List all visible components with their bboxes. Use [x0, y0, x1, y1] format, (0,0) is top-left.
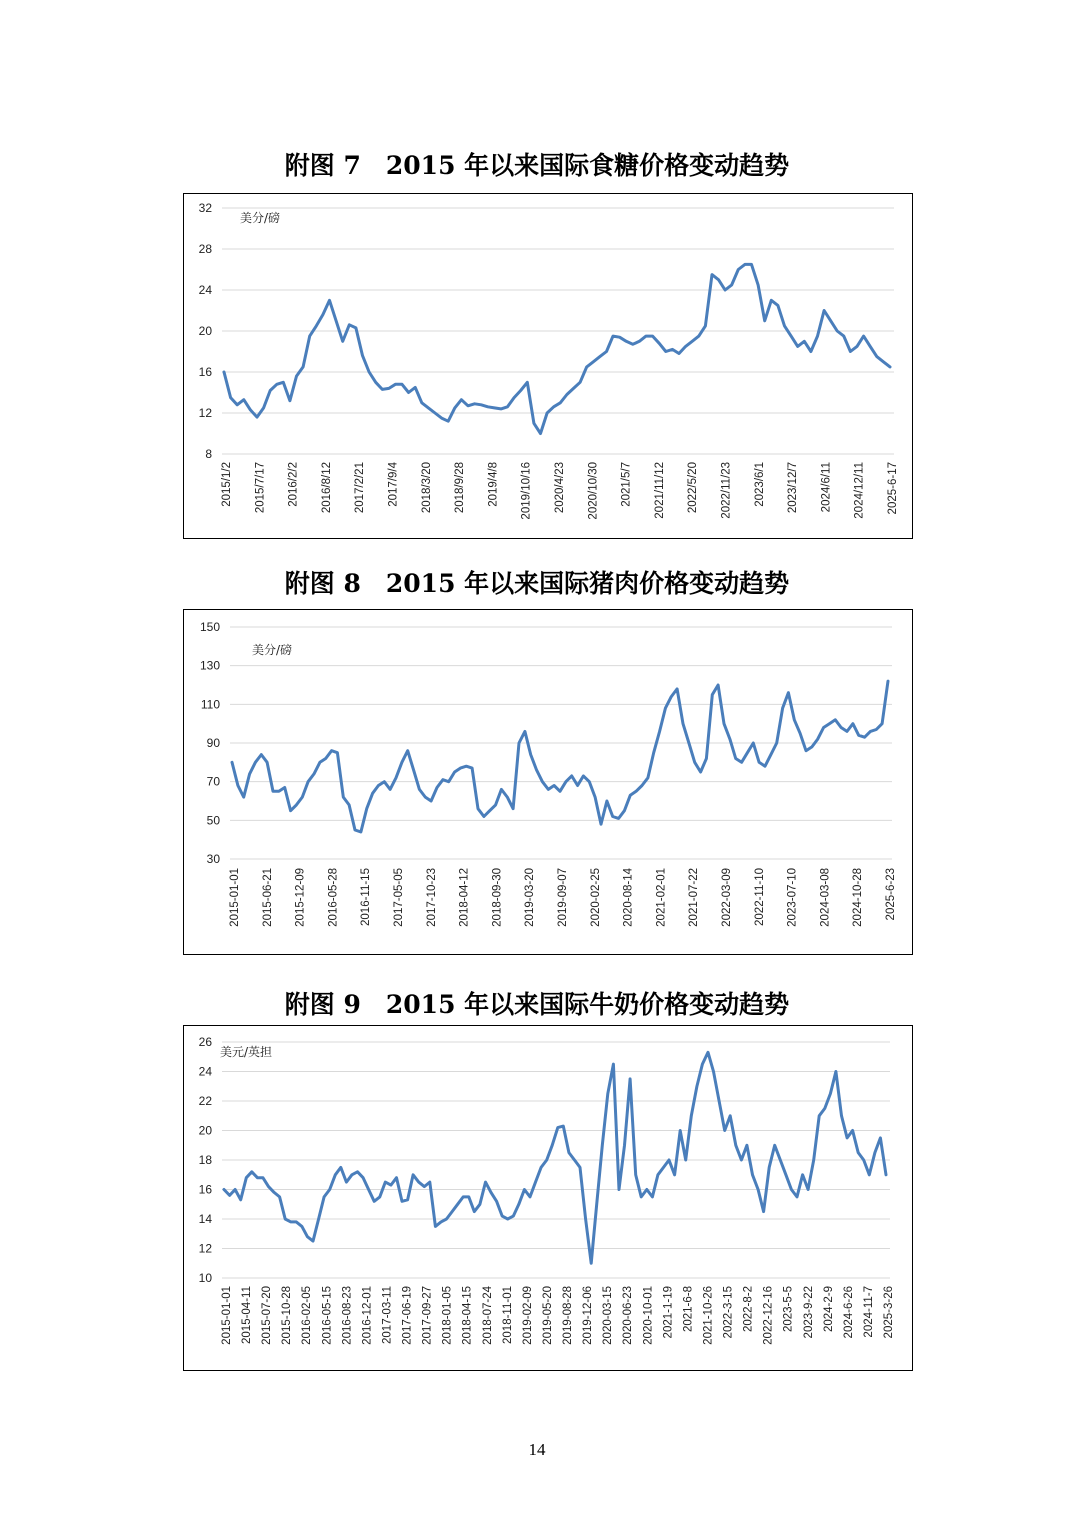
x-tick-label: 2020-02-25: [589, 868, 602, 927]
y-unit-label: 美分/磅: [240, 211, 281, 225]
x-tick-label: 2022-3-15: [722, 1286, 735, 1339]
x-tick-label: 2018-11-01: [501, 1286, 514, 1344]
x-tick-label: 2022-8-2: [742, 1286, 755, 1333]
x-tick-label: 2018-04-12: [458, 868, 471, 927]
x-tick-label: 2018-01-05: [441, 1286, 454, 1345]
x-tick-label: 2023/12/7: [787, 462, 800, 514]
x-tick-label: 2023-9-22: [802, 1286, 815, 1339]
x-tick-label: 2022-12-16: [762, 1286, 775, 1345]
x-tick-label: 2022-03-09: [721, 868, 733, 927]
x-tick-label: 2016-05-15: [321, 1286, 334, 1345]
x-tick-label: 2022/11/23: [720, 462, 733, 519]
x-tick-label: 2019-09-07: [557, 868, 569, 927]
figure-7-title: 附图 7 2015 年以来国际食糖价格变动趋势: [284, 151, 790, 180]
x-tick-label: 2016-12-01: [361, 1286, 374, 1345]
x-tick-label: 2021/5/7: [620, 462, 633, 507]
x-tick-label: 2021-02-01: [655, 868, 668, 927]
x-tick-label: 2021-10-26: [702, 1286, 715, 1345]
x-tick-label: 2020/4/23: [554, 462, 566, 514]
milk-price-chart: [183, 1025, 913, 1371]
pork-price-chart-svg: [184, 610, 912, 954]
milk-price-chart-svg: [184, 1026, 912, 1370]
x-tick-label: 2023/6/1: [753, 462, 766, 507]
y-tick-label: 24: [198, 283, 212, 297]
x-tick-label: 2017-05-05: [393, 868, 405, 927]
price-series-line: [232, 681, 888, 832]
x-tick-label: 2019-12-06: [582, 1286, 595, 1345]
y-tick-label: 110: [200, 697, 220, 712]
x-tick-label: 2019/4/8: [487, 462, 500, 507]
y-unit-label: 美元/英担: [220, 1045, 273, 1059]
x-tick-label: 2024/12/11: [853, 462, 866, 519]
x-tick-label: 2016/2/2: [287, 462, 300, 507]
x-tick-label: 2017-09-27: [421, 1286, 434, 1345]
y-tick-label: 8: [205, 447, 212, 461]
y-tick-label: 10: [198, 1271, 212, 1285]
x-tick-label: 2024-2-9: [822, 1286, 835, 1333]
x-tick-label: 2019-05-20: [541, 1286, 554, 1345]
x-tick-label: 2017-10-23: [425, 868, 438, 927]
y-tick-label: 50: [206, 813, 220, 828]
y-tick-label: 24: [198, 1064, 212, 1079]
x-tick-label: 2020-08-14: [622, 868, 635, 927]
y-tick-label: 130: [199, 658, 220, 673]
x-tick-label: 2022-11-10: [753, 868, 766, 926]
x-tick-label: 2015-12-09: [294, 868, 307, 927]
x-tick-label: 2015-01-01: [221, 1286, 233, 1345]
sugar-price-chart: [183, 193, 913, 539]
figure-9-title: 附图 9 2015 年以来国际牛奶价格变动趋势: [284, 990, 790, 1019]
x-tick-label: 2020-06-23: [622, 1286, 635, 1345]
y-tick-label: 32: [198, 201, 212, 215]
x-tick-label: 2019-02-09: [521, 1286, 534, 1345]
y-tick-label: 12: [198, 1241, 212, 1256]
x-tick-label: 2016-05-28: [327, 868, 340, 927]
x-tick-label: 2024-11-7: [862, 1286, 875, 1338]
x-tick-label: 2020-10-01: [642, 1286, 655, 1345]
y-tick-label: 90: [206, 736, 220, 750]
x-tick-label: 2017/9/4: [387, 462, 400, 507]
x-tick-label: 2015-01-01: [229, 868, 241, 927]
x-tick-label: 2016-08-23: [341, 1286, 354, 1345]
y-tick-label: 12: [198, 406, 212, 420]
x-tick-label: 2025-6-23: [885, 868, 897, 921]
y-tick-label: 16: [198, 1182, 212, 1197]
x-tick-label: 2016-02-05: [301, 1286, 314, 1345]
x-tick-label: 2015-10-28: [281, 1286, 294, 1345]
y-tick-label: 20: [198, 1123, 212, 1138]
page-number: 14: [528, 1440, 546, 1459]
y-tick-label: 30: [206, 852, 220, 866]
x-tick-label: 2023-5-5: [782, 1286, 795, 1333]
x-tick-label: 2018-07-24: [481, 1286, 494, 1345]
x-tick-label: 2015/1/2: [221, 462, 233, 507]
x-tick-label: 2016-11-15: [360, 868, 373, 926]
x-tick-label: 2023-07-10: [786, 868, 799, 927]
y-tick-label: 20: [198, 324, 212, 338]
x-tick-label: 2021-1-19: [662, 1286, 675, 1339]
x-tick-label: 2019/10/16: [520, 462, 533, 520]
x-tick-label: 2015-04-11: [241, 1286, 254, 1344]
y-tick-label: 22: [198, 1094, 212, 1108]
x-tick-label: 2019-03-20: [524, 868, 537, 927]
x-tick-label: 2021-07-22: [688, 868, 701, 927]
y-unit-label: 美分/磅: [252, 643, 293, 657]
x-tick-label: 2018-04-15: [461, 1286, 474, 1345]
x-tick-label: 2022/5/20: [687, 462, 700, 514]
x-tick-label: 2021/11/12: [653, 462, 666, 519]
x-tick-label: 2016/8/12: [320, 462, 333, 514]
x-tick-label: 2017-06-19: [401, 1286, 414, 1345]
x-tick-label: 2024-10-28: [852, 868, 865, 927]
x-tick-label: 2020-03-15: [602, 1286, 615, 1345]
y-tick-label: 70: [206, 774, 220, 789]
x-tick-label: 2017/2/21: [354, 462, 367, 514]
x-tick-label: 2018/9/28: [454, 462, 467, 514]
x-tick-label: 2017-03-11: [381, 1286, 394, 1344]
x-tick-label: 2024-6-26: [842, 1286, 855, 1339]
y-tick-label: 18: [198, 1153, 212, 1167]
x-tick-label: 2021-6-8: [682, 1286, 695, 1333]
y-tick-label: 16: [198, 365, 212, 379]
y-tick-label: 150: [199, 620, 220, 634]
x-tick-label: 2025-6-17: [887, 462, 899, 515]
price-series-line: [224, 1052, 886, 1263]
x-tick-label: 2020/10/30: [587, 462, 600, 520]
x-tick-label: 2015-06-21: [261, 868, 274, 927]
x-tick-label: 2019-08-28: [562, 1286, 575, 1345]
x-tick-label: 2025-3-26: [883, 1286, 895, 1339]
x-tick-label: 2018-09-30: [491, 868, 504, 927]
sugar-price-chart-svg: [184, 194, 912, 538]
y-tick-label: 28: [198, 242, 212, 256]
x-tick-label: 2018/3/20: [420, 462, 433, 514]
y-tick-label: 26: [198, 1035, 212, 1049]
figure-8-title: 附图 8 2015 年以来国际猪肉价格变动趋势: [284, 569, 790, 598]
x-tick-label: 2015/7/17: [254, 462, 267, 514]
x-tick-label: 2024/6/11: [820, 462, 833, 513]
x-tick-label: 2015-07-20: [261, 1286, 274, 1345]
pork-price-chart: [183, 609, 913, 955]
x-tick-label: 2024-03-08: [819, 868, 832, 927]
y-tick-label: 14: [198, 1212, 212, 1226]
